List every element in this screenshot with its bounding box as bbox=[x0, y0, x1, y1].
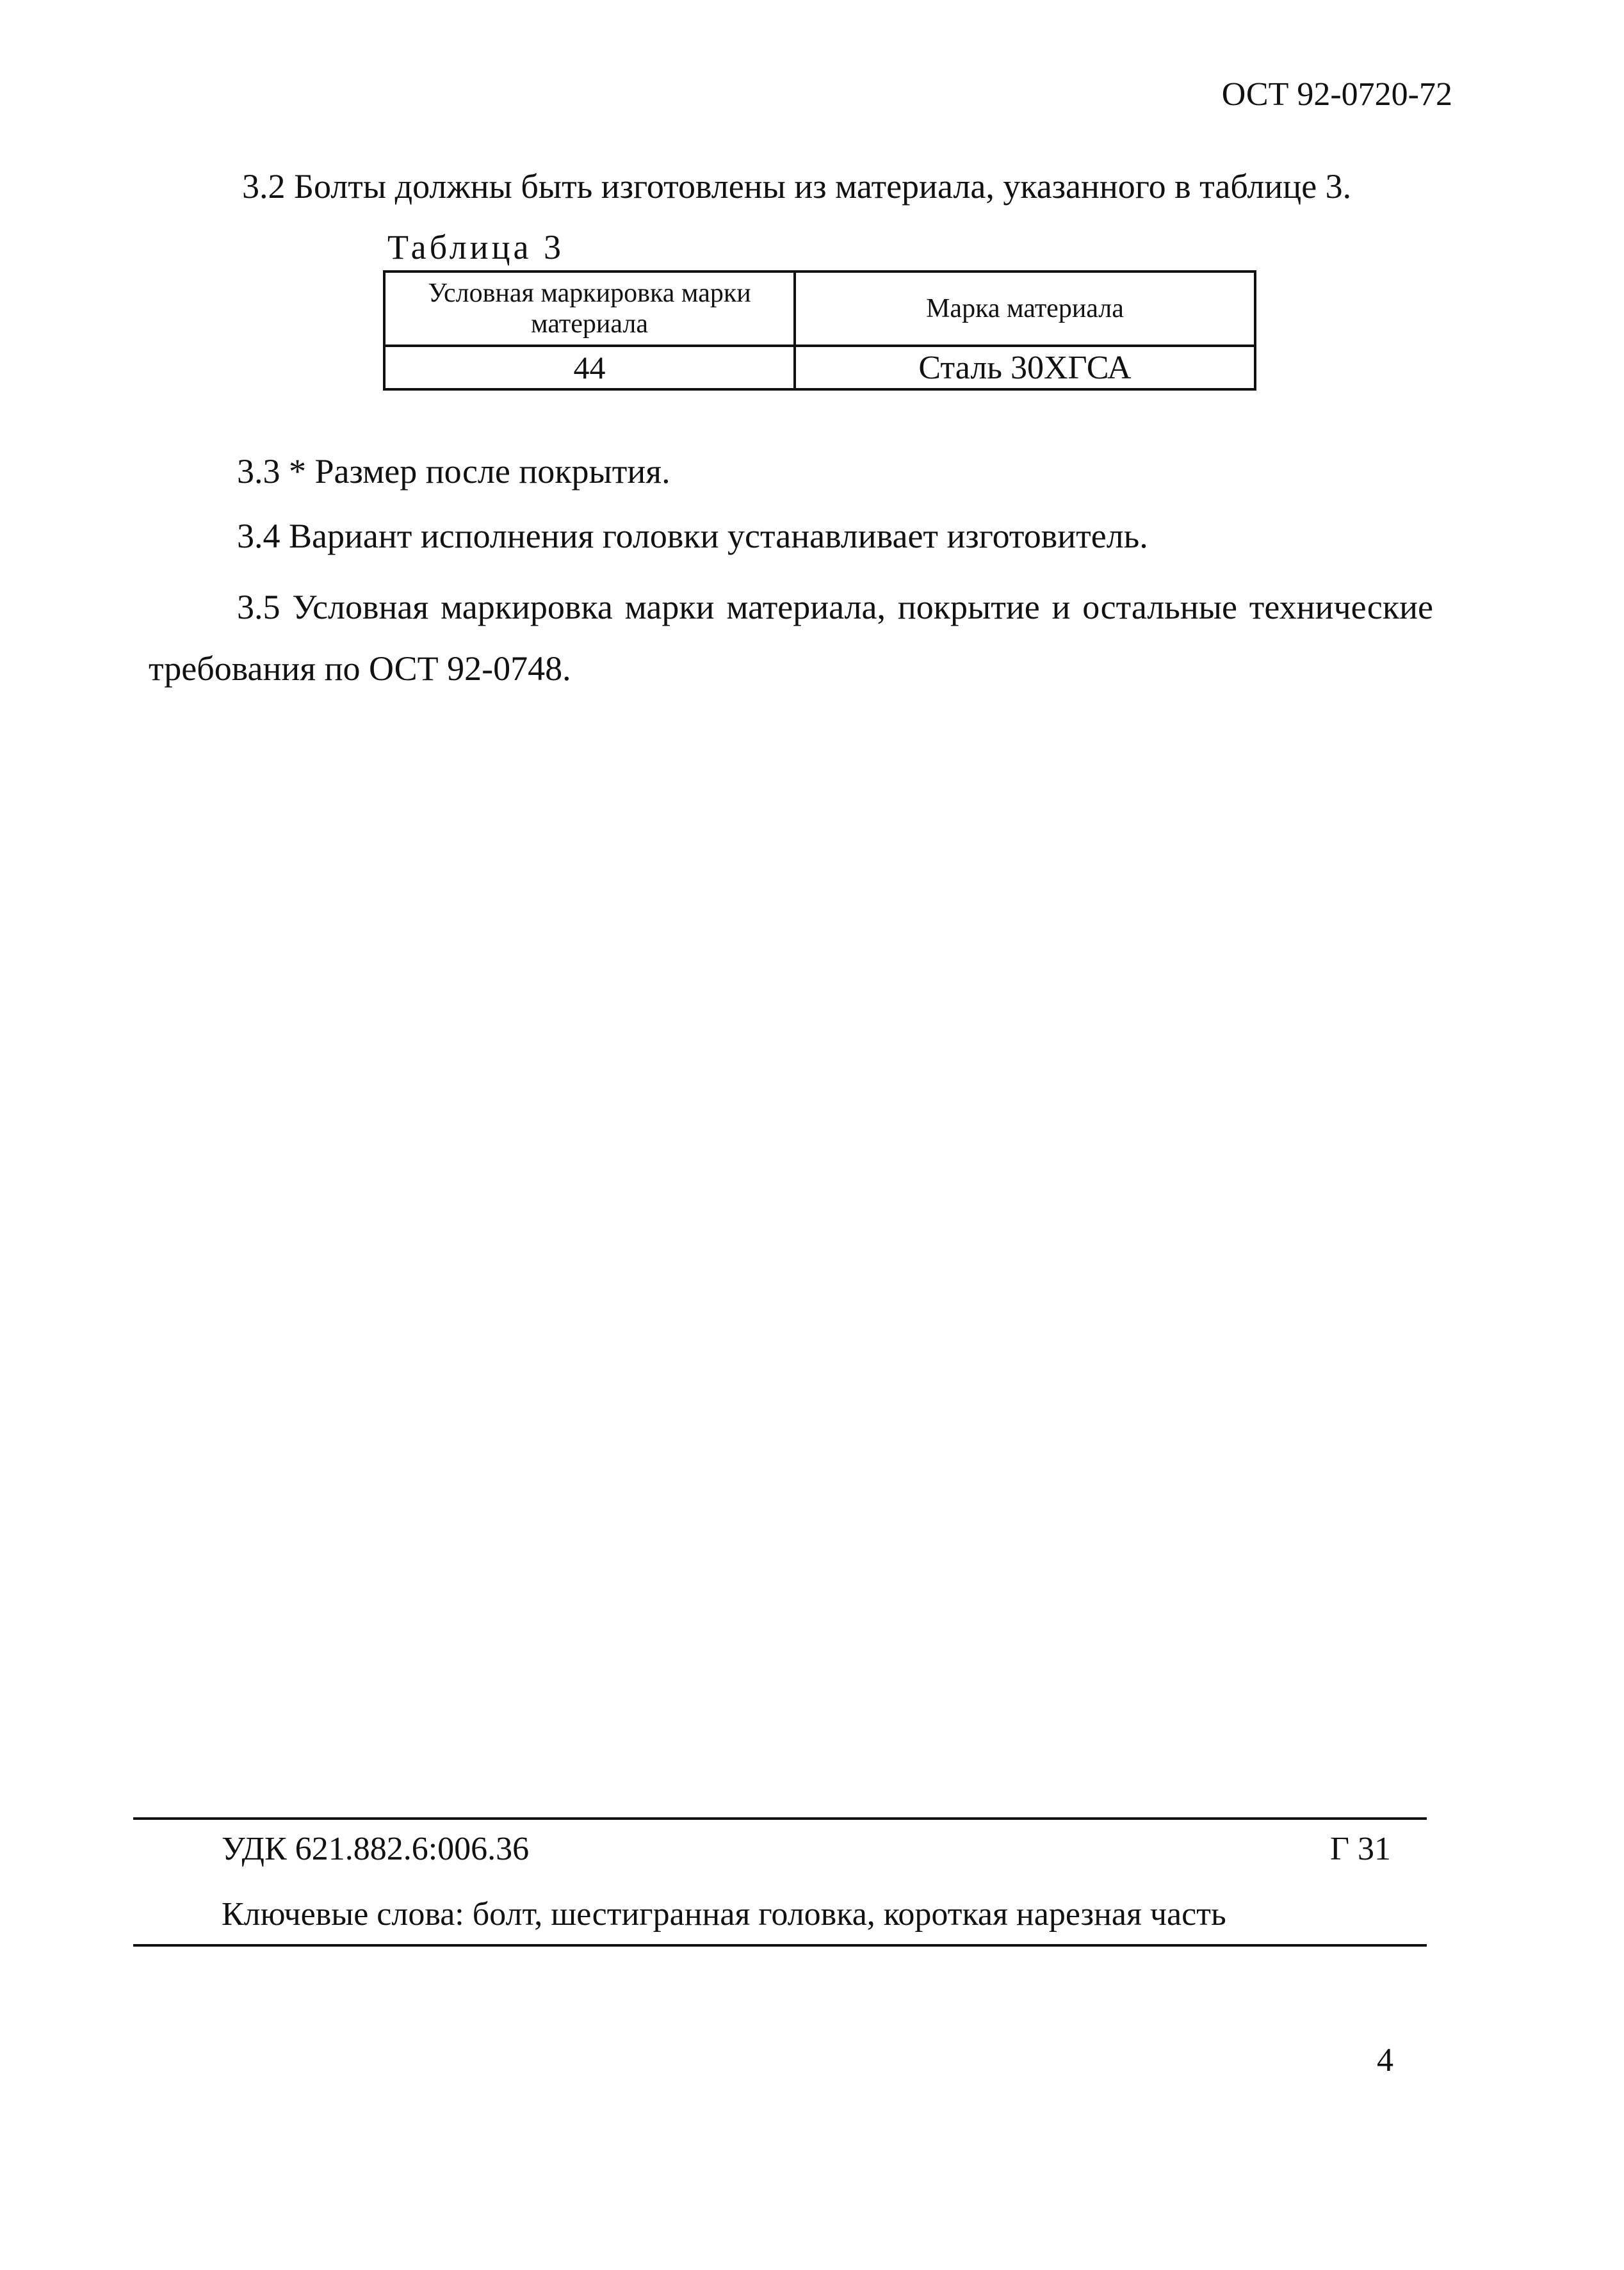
paragraph-3-4: 3.4 Вариант исполнения головки устанавливает изготовитель. bbox=[237, 517, 1148, 555]
material-table bbox=[383, 270, 1256, 391]
document-code: ОСТ 92-0720-72 bbox=[1221, 76, 1452, 113]
table-cell-material-grade: Сталь 30ХГСА bbox=[918, 349, 1132, 386]
table-cell-marking: 44 bbox=[573, 350, 606, 385]
classification-code: Г 31 bbox=[1329, 1831, 1391, 1867]
paragraph-3-3: 3.3 * Размер после покрытия. bbox=[237, 452, 670, 490]
udk-code: УДК 621.882.6:006.36 bbox=[222, 1831, 530, 1867]
table-header-material-grade: Марка материала bbox=[926, 294, 1124, 323]
table-header-marking: Условная маркировка марки материала bbox=[428, 279, 751, 339]
paragraph-3-2: 3.2 Болты должны быть изготовлены из материала, указанного в таблице 3. bbox=[242, 167, 1352, 206]
footer-bottom-rule bbox=[133, 1944, 1427, 1947]
table-caption: Таблица 3 bbox=[387, 228, 564, 266]
page-number: 4 bbox=[1377, 2042, 1393, 2079]
footer-top-rule bbox=[133, 1817, 1427, 1820]
keywords-line: Ключевые слова: болт, шестигранная головка, короткая нарезная часть bbox=[222, 1896, 1226, 1933]
paragraph-3-5: 3.5 Условная маркировка марки материала, покрытие и остальные технические требования по ОСТ 92-0748. bbox=[149, 588, 1433, 688]
